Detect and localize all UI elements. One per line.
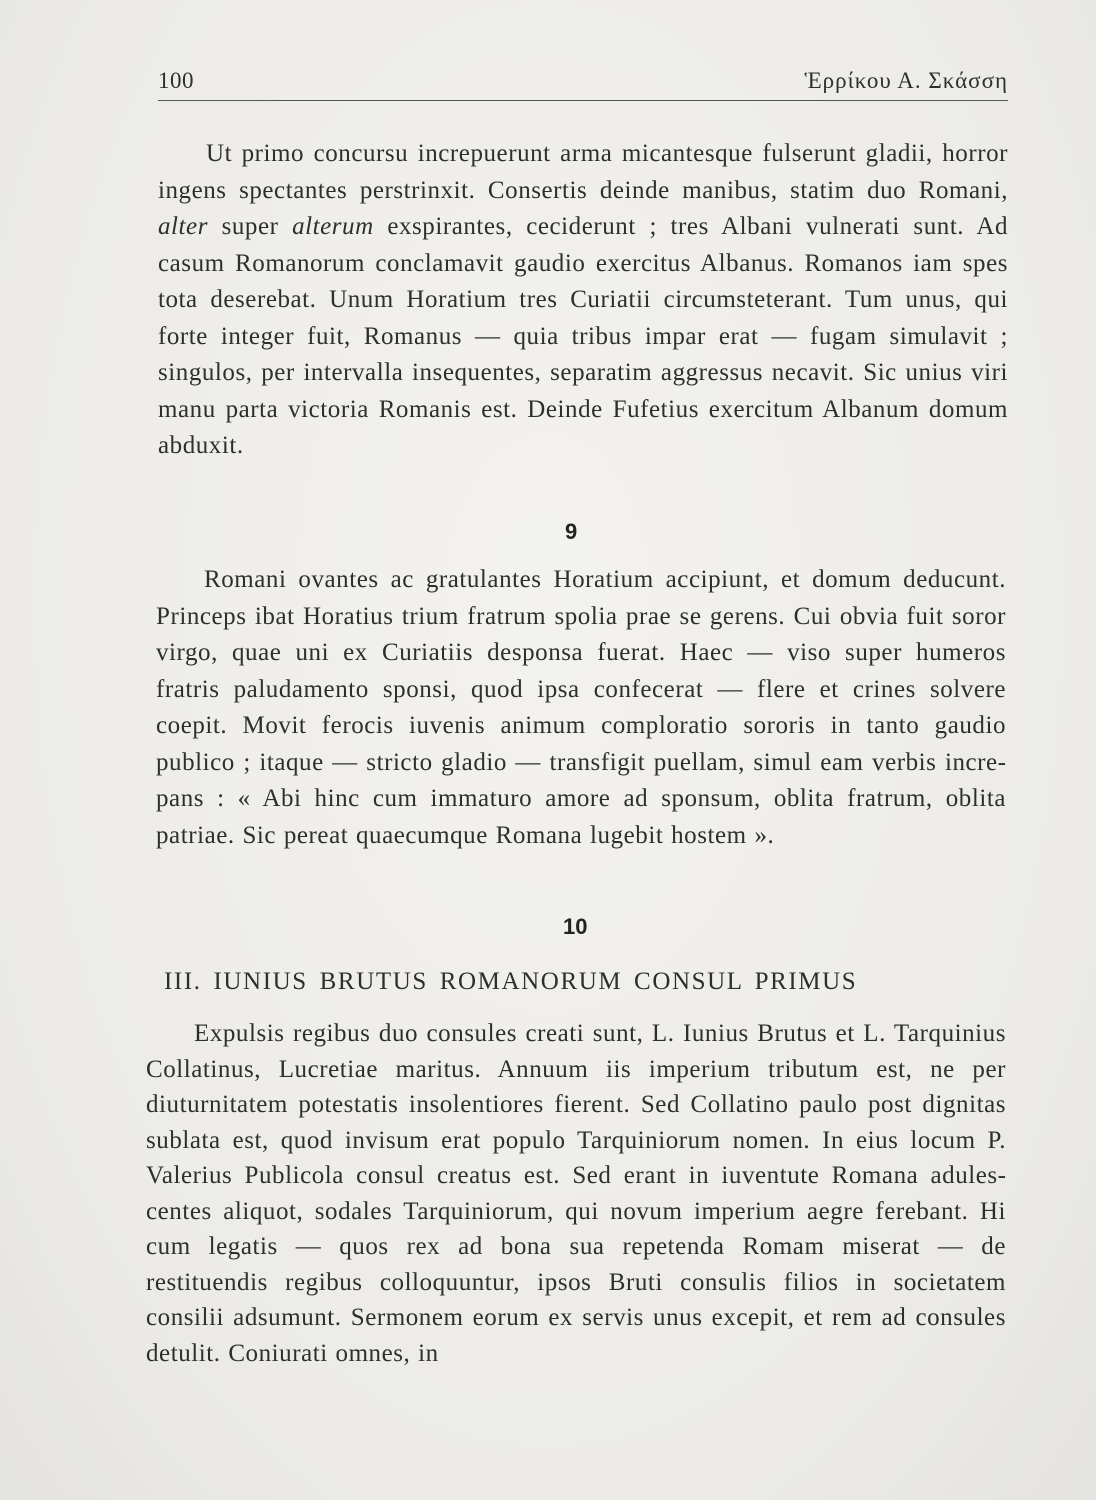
paragraph-horatia (156, 562, 1006, 854)
paragraph-3: Expulsis regibus duo consules creati sunt, L. Iunius Brutus et L. Tarquinius Collatinus, Lucretiae maritus. Annuum iis imperium tributum est, ne per diuturnitatem potestatis insolentiores fierent. Sed Collatino paulo post dignitas sublata est, quod invisum erat populo Tarquiniorum nomen. In eius locum P. Valerius Publicola consul creatus est. Sed erant in iuventute Romana adulescentes aliquot, sodales Tarquiniorum, qui novum imperium aegre ferebant. Hi cum legatis — quos rex ad bona sua repetenda Romam miserat — de restituendis regibus colloquuntur, ipsos Bruti consulis filios in societatem consilii adsumunt. Sermonem eorum ex servis unus excepit, et rem ad consules detulit. Coniurati omnes, in (146, 1020, 1006, 1367)
paragraph-1-part-b: super (207, 213, 293, 240)
running-head-author: Ἑρρίκου Α. Σκάσση (804, 68, 1008, 93)
section-number-10: 10 (563, 914, 588, 939)
paragraph-brutus (146, 1016, 1006, 1371)
italic-alter: alter (158, 213, 208, 240)
running-head (158, 66, 1008, 101)
paragraph-1-part-a: Ut primo concursu increpuerunt arma micantesque fulserunt gladii, horror ingens spectantes perstrinxit. Consertis deinde manibus, statim duo Romani, (158, 140, 1008, 204)
paragraph-1-part-c: exspirantes, ceciderunt ; tres Albani vulnerati sunt. Ad casum Romanorum conclamavit gaudio exercitus Albanus. Romanos iam spes tota deserebat. Unum Horatium tres Curiatii circumsteterant. Tum unus, qui forte integer fuit, Romanus — quia tribus impar erat — fugam simulavit ; singulos, per intervalla insequentes, separatim aggressus necavit. Sic unius viri manu parta victoria Romanis est. Deinde Fufetius exercitum Albanum domum abduxit. (158, 213, 1008, 459)
paragraph-2: Romani ovantes ac gratulantes Horatium accipiunt, et domum deducunt. Princeps ibat Horatius trium fratrum spolia prae se gerens. Cui obvia fuit soror virgo, quae uni ex Curiatiis desponsa fuerat. Haec — viso super humeros fratris paludamento sponsi, quod ipsa confecerat — flere et crines solvere coepit. Movit ferocis iuvenis animum comploratio sororis in tanto gaudio publico ; itaque — stricto gladio — transfigit puellam, simul eam verbis increpans : « Abi hinc cum immaturo amore ad sponsum, oblita fratrum, oblita patriae. Sic pereat quaecumque Romana lugebit hostem ». (156, 566, 1006, 849)
chapter-title: III. IUNIUS BRUTUS ROMANORUM CONSUL PRIMUS (164, 968, 858, 995)
paragraph-combat (158, 136, 1008, 465)
page-number: 100 (158, 68, 194, 93)
section-number-9: 9 (565, 519, 578, 544)
italic-alterum: alterum (292, 213, 374, 240)
paragraph-1 (158, 136, 1008, 465)
